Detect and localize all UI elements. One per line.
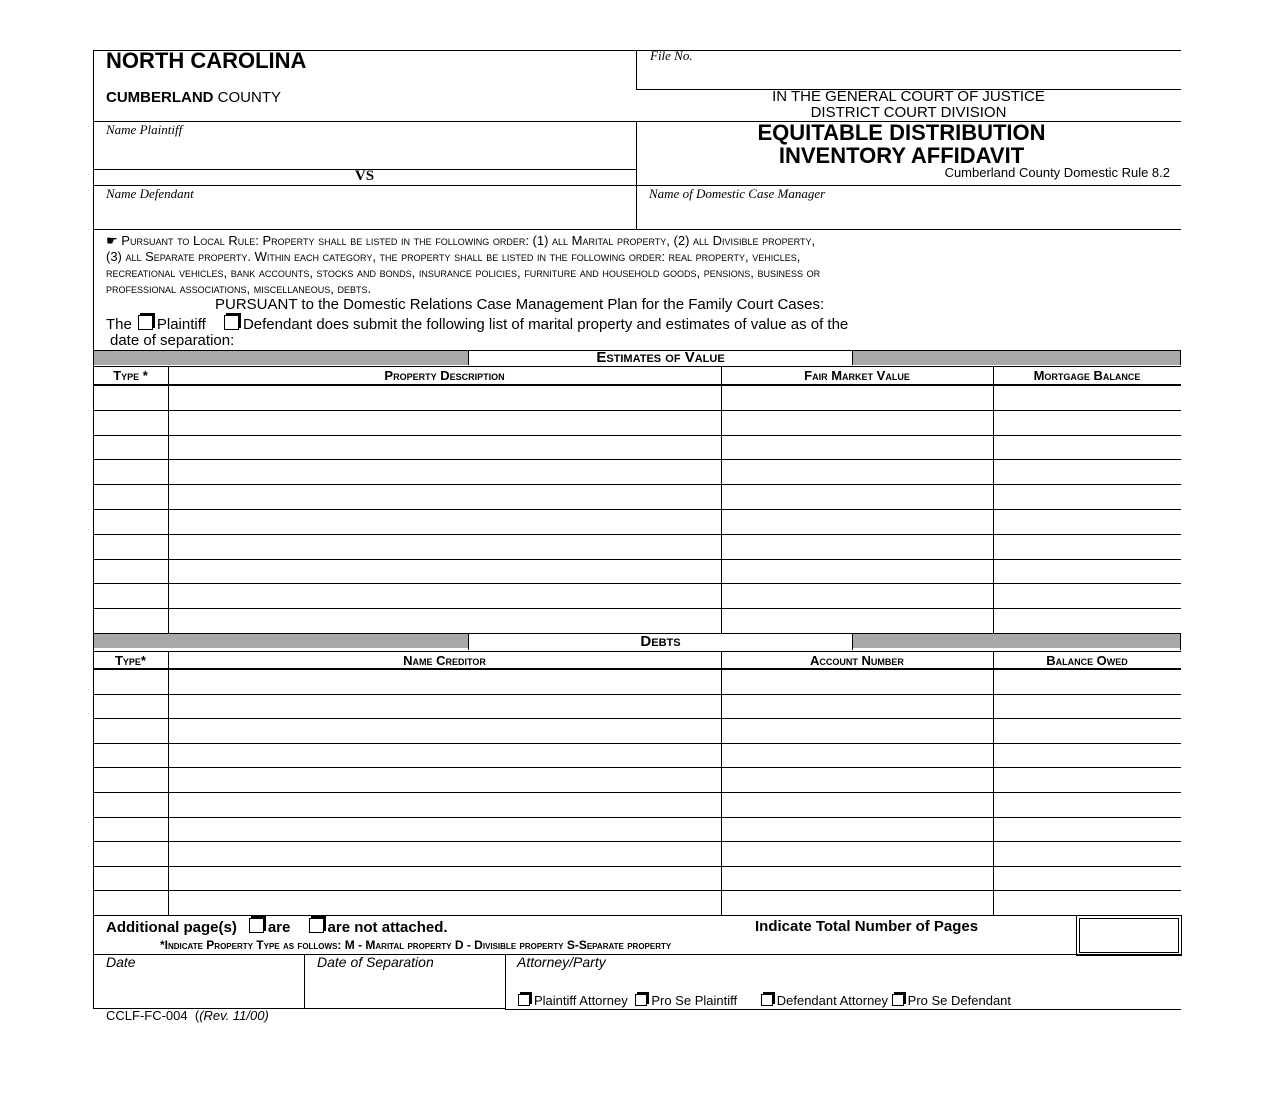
debt-row-divider [93, 792, 1181, 793]
debt-cell-balance[interactable] [997, 844, 1177, 863]
col-header-name-creditor: Name Creditor [403, 653, 486, 668]
case-manager-input[interactable] [649, 204, 1169, 226]
case-manager-label: Name of Domestic Case Manager [649, 186, 826, 201]
estimate-cell-description[interactable] [172, 562, 717, 581]
date-of-separation-text: date of separation: [110, 332, 235, 349]
pursuant-statement: PURSUANT to the Domestic Relations Case Management Plan for the Family Court Cases: [215, 296, 825, 313]
debt-cell-value[interactable] [725, 672, 989, 691]
col-header-fair-market-value: Fair Market Value [804, 368, 910, 383]
debt-cell-description[interactable] [172, 721, 717, 740]
estimate-cell-description[interactable] [172, 487, 717, 506]
form-id-line: CCLF-FC-004 ((Rev. 11/00) [106, 1008, 269, 1023]
estimate-cell-description[interactable] [172, 462, 717, 481]
estimates-gray-bar-left [94, 351, 468, 365]
estimate-cell-type[interactable] [97, 562, 164, 581]
estimate-row-divider [93, 583, 1181, 584]
estimate-cell-type[interactable] [97, 413, 164, 432]
estimate-row-divider [93, 608, 1181, 609]
estimate-cell-balance[interactable] [997, 413, 1177, 432]
pro-se-defendant-label: Pro Se Defendant [907, 993, 1012, 1008]
estimate-cell-description[interactable] [172, 413, 717, 432]
estimate-cell-value[interactable] [725, 537, 989, 556]
debts-gray-bar-left [94, 634, 468, 648]
debt-cell-value[interactable] [725, 820, 989, 839]
revision: (Rev. 11/00) [199, 1008, 269, 1023]
instruction-line-1: Pursuant to Local Rule: Property shall be listed in the following order: (1) all Marital property, (2) all Divisible property, [121, 233, 816, 248]
debt-cell-type[interactable] [97, 893, 164, 912]
estimate-cell-balance[interactable] [997, 586, 1177, 605]
debt-cell-value[interactable] [725, 869, 989, 888]
debt-cell-type[interactable] [97, 746, 164, 765]
estimate-cell-value[interactable] [725, 586, 989, 605]
name-plaintiff-label: Name Plaintiff [106, 122, 183, 137]
debt-cell-balance[interactable] [997, 893, 1177, 912]
debt-cell-type[interactable] [97, 697, 164, 716]
estimate-cell-type[interactable] [97, 512, 164, 531]
file-no-label: File No. [650, 48, 693, 63]
debt-cell-type[interactable] [97, 795, 164, 814]
debt-cell-value[interactable] [725, 697, 989, 716]
date-of-separation-input[interactable] [317, 975, 497, 1001]
debt-cell-type[interactable] [97, 820, 164, 839]
estimate-cell-value[interactable] [725, 611, 989, 630]
defendant-attorney-checkbox[interactable] [761, 994, 773, 1006]
county-name: CUMBERLAND [106, 89, 214, 106]
estimate-cell-description[interactable] [172, 586, 717, 605]
estimate-cell-balance[interactable] [997, 462, 1177, 481]
debt-cell-description[interactable] [172, 770, 717, 789]
pro-se-plaintiff-checkbox[interactable] [635, 994, 647, 1006]
debt-cell-type[interactable] [97, 672, 164, 691]
estimate-cell-description[interactable] [172, 611, 717, 630]
debt-cell-balance[interactable] [997, 820, 1177, 839]
pointing-hand-icon: ☛ [106, 233, 118, 248]
date-input[interactable] [106, 975, 296, 1001]
form-id: CCLF-FC-004 [106, 1008, 188, 1023]
col-header-balance-owed: Balance Owed [1046, 653, 1128, 668]
total-pages-label: Indicate Total Number of Pages [755, 918, 979, 935]
estimate-cell-type[interactable] [97, 537, 164, 556]
estimate-cell-type[interactable] [97, 586, 164, 605]
debt-row-divider [93, 866, 1181, 867]
debt-cell-type[interactable] [97, 844, 164, 863]
debt-cell-description[interactable] [172, 672, 717, 691]
debt-cell-description[interactable] [172, 820, 717, 839]
debt-row-divider [93, 718, 1181, 719]
debts-title: Debts [640, 633, 681, 650]
estimate-cell-balance[interactable] [997, 611, 1177, 630]
estimate-cell-description[interactable] [172, 388, 717, 407]
estimate-cell-value[interactable] [725, 562, 989, 581]
rule-reference: Cumberland County Domestic Rule 8.2 [944, 165, 1170, 180]
col-header-property-description: Property Description [384, 368, 505, 383]
col-header-mortgage-balance: Mortgage Balance [1033, 368, 1141, 383]
debt-cell-type[interactable] [97, 869, 164, 888]
estimate-cell-value[interactable] [725, 512, 989, 531]
debt-cell-value[interactable] [725, 721, 989, 740]
debt-cell-balance[interactable] [997, 795, 1177, 814]
debt-row-divider [93, 767, 1181, 768]
attorney-party-input[interactable] [517, 972, 1167, 990]
debt-cell-value[interactable] [725, 844, 989, 863]
instruction-line-2: (3) all Separate property. Within each category, the property shall be listed in the following order: real property, vehicles, [106, 249, 801, 264]
county-line [106, 89, 281, 106]
property-type-legend: *Indicate Property Type as follows: M - Marital property D - Divisible property S-Separate property [160, 938, 672, 952]
plaintiff-checkbox[interactable] [138, 315, 153, 330]
estimate-cell-type[interactable] [97, 487, 164, 506]
estimate-cell-description[interactable] [172, 438, 717, 457]
estimate-cell-balance[interactable] [997, 562, 1177, 581]
the-label: The [106, 316, 132, 333]
defendant-statement: Defendant does submit the following list of marital property and estimates of value as of the [242, 316, 849, 333]
additional-pages-label: Additional page(s) [106, 919, 237, 936]
total-pages-box[interactable] [1076, 915, 1182, 956]
local-rule-instructions [106, 233, 1176, 297]
estimate-cell-value[interactable] [725, 388, 989, 407]
estimate-cell-type[interactable] [97, 388, 164, 407]
debt-cell-balance[interactable] [997, 672, 1177, 691]
state-title: NORTH CAROLINA [106, 48, 307, 73]
estimate-row-divider [93, 410, 1181, 411]
debts-gray-bar-right [853, 634, 1180, 648]
debt-cell-balance[interactable] [997, 697, 1177, 716]
estimate-cell-balance[interactable] [997, 388, 1177, 407]
debt-row-divider [93, 841, 1181, 842]
party-options [512, 993, 1011, 1008]
file-no-input[interactable] [650, 66, 1170, 86]
debt-row-divider [93, 817, 1181, 818]
form-title-line-2: INVENTORY AFFIDAVIT [778, 143, 1025, 168]
plaintiff-attorney-checkbox[interactable] [518, 994, 530, 1006]
name-defendant-input[interactable] [106, 204, 626, 226]
vs-label: VS [354, 168, 375, 184]
pages-not-attached-checkbox[interactable] [309, 918, 324, 933]
instruction-line-4: professional associations, miscellaneous, debts. [106, 281, 372, 296]
debt-cell-description[interactable] [172, 795, 717, 814]
debt-cell-value[interactable] [725, 746, 989, 765]
estimates-of-value-title: Estimates of Value [596, 349, 725, 366]
pro-se-defendant-checkbox[interactable] [892, 994, 904, 1006]
instruction-line-3: recreational vehicles, bank accounts, stocks and bonds, insurance policies, furniture and household goods, pensions, business or [106, 265, 821, 280]
defendant-attorney-label: Defendant Attorney [776, 993, 889, 1008]
court-line-2: DISTRICT COURT DIVISION [810, 104, 1007, 121]
are-label: are [267, 919, 291, 936]
plaintiff-attorney-label: Plaintiff Attorney [534, 993, 628, 1008]
attorney-party-label: Attorney/Party [517, 954, 606, 970]
debt-cell-type[interactable] [97, 721, 164, 740]
debt-row-divider [93, 890, 1181, 891]
court-heading [636, 89, 1181, 121]
estimate-row-divider [93, 459, 1181, 460]
estimate-cell-description[interactable] [172, 512, 717, 531]
col-header-type: Type * [113, 368, 148, 383]
court-line-1: IN THE GENERAL COURT OF JUSTICE [772, 88, 1045, 105]
form-title [636, 121, 1181, 167]
date-label: Date [106, 954, 136, 970]
debt-row-divider [93, 694, 1181, 695]
name-defendant-label: Name Defendant [106, 186, 194, 201]
estimate-row-divider [93, 534, 1181, 535]
estimate-cell-description[interactable] [172, 537, 717, 556]
estimate-cell-value[interactable] [725, 413, 989, 432]
estimate-row-divider [93, 559, 1181, 560]
estimate-cell-balance[interactable] [997, 512, 1177, 531]
debt-cell-balance[interactable] [997, 746, 1177, 765]
date-of-separation-label: Date of Separation [317, 954, 434, 970]
col-header-account-number: Account Number [810, 653, 904, 668]
form-title-line-1: EQUITABLE DISTRIBUTION [757, 120, 1046, 145]
estimate-cell-type[interactable] [97, 438, 164, 457]
are-not-attached-label: are not attached. [327, 919, 448, 936]
submit-statement [106, 315, 848, 333]
estimate-cell-balance[interactable] [997, 438, 1177, 457]
debt-cell-value[interactable] [725, 795, 989, 814]
estimate-row-divider [93, 484, 1181, 485]
estimate-cell-balance[interactable] [997, 487, 1177, 506]
debt-cell-description[interactable] [172, 844, 717, 863]
debt-cell-balance[interactable] [997, 869, 1177, 888]
debt-cell-description[interactable] [172, 746, 717, 765]
estimate-row-divider [93, 435, 1181, 436]
debt-cell-balance[interactable] [997, 770, 1177, 789]
debt-cell-balance[interactable] [997, 721, 1177, 740]
estimate-cell-value[interactable] [725, 462, 989, 481]
estimate-cell-value[interactable] [725, 487, 989, 506]
debt-cell-type[interactable] [97, 770, 164, 789]
estimate-cell-value[interactable] [725, 438, 989, 457]
pro-se-plaintiff-label: Pro Se Plaintiff [651, 993, 738, 1008]
estimate-cell-type[interactable] [97, 462, 164, 481]
debt-cell-value[interactable] [725, 770, 989, 789]
pages-attached-checkbox[interactable] [249, 918, 264, 933]
name-plaintiff-input[interactable] [106, 140, 626, 164]
defendant-checkbox[interactable] [224, 315, 239, 330]
estimate-cell-type[interactable] [97, 611, 164, 630]
plaintiff-label: Plaintiff [156, 316, 206, 333]
county-label: COUNTY [217, 89, 282, 106]
estimates-gray-bar-right [853, 351, 1180, 365]
debt-cell-description[interactable] [172, 893, 717, 912]
additional-pages-line [106, 918, 448, 936]
debt-row-divider [93, 743, 1181, 744]
debt-cell-description[interactable] [172, 869, 717, 888]
col-header-debt-type: Type* [114, 653, 146, 668]
estimate-cell-balance[interactable] [997, 537, 1177, 556]
debt-cell-description[interactable] [172, 697, 717, 716]
estimate-row-divider [93, 509, 1181, 510]
debt-cell-value[interactable] [725, 893, 989, 912]
